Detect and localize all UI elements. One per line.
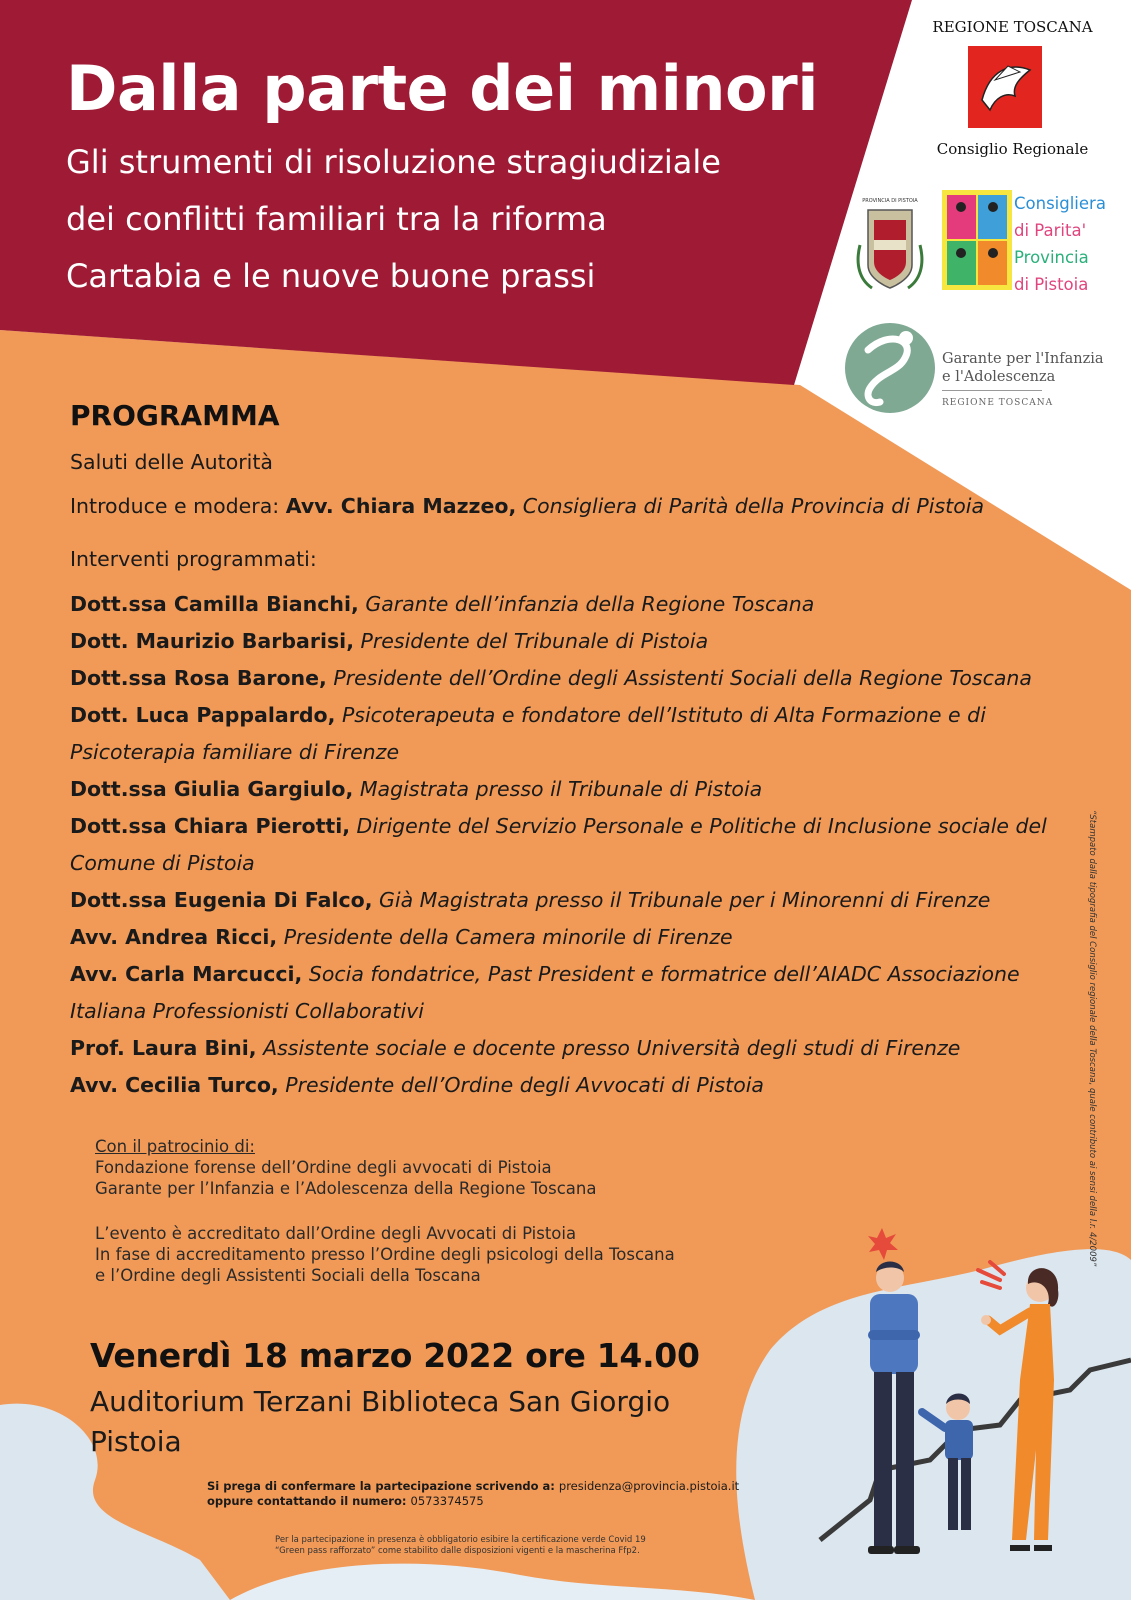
speaker-role-cont: Italiana Professionisti Collaborativi [70, 999, 424, 1023]
speaker-item [70, 697, 1070, 734]
parita-logo [942, 190, 1012, 290]
speaker-role: Presidente dell’Ordine degli Assistenti Sociali della Regione Toscana [326, 666, 1032, 690]
consiglio-regionale-label: Consiglio Regionale [936, 140, 1089, 158]
accreditation-line: e l’Ordine degli Assistenti Sociali della Toscana [95, 1266, 481, 1285]
speaker-name: Dott. Maurizio Barbarisi, [70, 629, 354, 653]
speaker-item [70, 623, 1070, 660]
speaker-role: Psicoterapeuta e fondatore dell’Istituto di Alta Formazione e di [335, 703, 986, 727]
speaker-item [70, 771, 1070, 808]
speaker-name: Avv. Andrea Ricci, [70, 925, 278, 949]
interventi-label: Interventi programmati: [70, 547, 317, 571]
speaker-role: Magistrata presso il Tribunale di Pistoia [353, 777, 763, 801]
speaker-role-cont: Comune di Pistoia [70, 851, 255, 875]
speaker-item [70, 882, 1070, 919]
covid-note-line-1: Per la partecipazione in presenza è obbligatorio esibire la certificazione verde Covid 19 [275, 1535, 646, 1545]
speaker-role-continued [70, 734, 1070, 771]
speaker-name: Avv. Cecilia Turco, [70, 1073, 279, 1097]
speaker-role: Assistente sociale e docente presso Università degli studi di Firenze [256, 1036, 961, 1060]
contact-email-line [207, 1479, 739, 1494]
page-subtitle [66, 134, 721, 305]
garante-line-2: e l'Adolescenza [942, 369, 1056, 385]
print-credit-note: “Stampato dalla tipografia del Consiglio regionale della Toscana, quale contributo ai sensi della l.r. 4/2009” [1087, 810, 1097, 1267]
contact-phone-line [207, 1494, 739, 1509]
speaker-list [70, 586, 1070, 1104]
speaker-role-continued [70, 993, 1070, 1030]
moderator-role: Consigliera di Parità della Provincia di Pistoia [516, 494, 985, 518]
speaker-item [70, 586, 1070, 623]
programma-heading: PROGRAMMA [70, 399, 280, 432]
garante-logo [845, 323, 935, 413]
venue-line-1: Auditorium Terzani Biblioteca San Giorgio [90, 1385, 671, 1418]
speaker-role: Già Magistrata presso il Tribunale per i Minorenni di Firenze [372, 888, 991, 912]
accreditation-line: L’evento è accreditato dall’Ordine degli Avvocati di Pistoia [95, 1224, 577, 1243]
parita-logo-text [1014, 190, 1106, 298]
page-title: Dalla parte dei minori [66, 52, 818, 125]
parita-line-3: Provincia [1014, 248, 1089, 267]
speaker-item [70, 660, 1070, 697]
contact-phone[interactable]: 0573374575 [410, 1494, 484, 1508]
garante-line-1: Garante per l'Infanzia [942, 351, 1104, 367]
speaker-name: Dott.ssa Giulia Gargiulo, [70, 777, 354, 801]
contact-email[interactable]: presidenza@provincia.pistoia.it [558, 1479, 740, 1493]
speaker-role: Garante dell’infanzia della Regione Toscana [358, 592, 815, 616]
speaker-name: Dott.ssa Rosa Barone, [70, 666, 327, 690]
patrocinio-line: Garante per l’Infanzia e l’Adolescenza della Regione Toscana [95, 1179, 597, 1198]
contact-email-prefix: Si prega di confermare la partecipazione scrivendo a: [207, 1479, 559, 1493]
speaker-item [70, 956, 1070, 993]
subtitle-line-3: Cartabia e le nuove buone prassi [66, 257, 596, 295]
moderator-prefix: Introduce e modera: [70, 494, 286, 518]
patrocinio-spacer [95, 1199, 675, 1223]
parita-line-4: di Pistoia [1014, 275, 1089, 294]
covid-note-line-2: “Green pass rafforzato” come stabilito dalle disposizioni vigenti e la mascherina Ffp2. [275, 1546, 640, 1556]
speaker-role: Dirigente del Servizio Personale e Politiche di Inclusione sociale del [350, 814, 1047, 838]
covid-note [275, 1535, 646, 1557]
speaker-name: Dott. Luca Pappalardo, [70, 703, 336, 727]
patrocinio-line: Fondazione forense dell’Ordine degli avvocati di Pistoia [95, 1158, 552, 1177]
subtitle-line-1: Gli strumenti di risoluzione stragiudiziale [66, 143, 721, 181]
speaker-name: Prof. Laura Bini, [70, 1036, 257, 1060]
parita-line-2: di Parita' [1014, 221, 1087, 240]
regione-toscana-label: REGIONE TOSCANA [932, 18, 1093, 36]
garante-logo-text [942, 350, 1104, 412]
speaker-name: Avv. Carla Marcucci, [70, 962, 303, 986]
venue-line-2: Pistoia [90, 1425, 182, 1458]
parita-line-1: Consigliera [1014, 194, 1106, 213]
contact-block [207, 1479, 739, 1509]
speaker-name: Dott.ssa Chiara Pierotti, [70, 814, 351, 838]
speaker-role: Presidente della Camera minorile di Firenze [277, 925, 733, 949]
patrocinio-block [95, 1136, 675, 1286]
speaker-item [70, 919, 1070, 956]
speaker-role: Presidente dell’Ordine degli Avvocati di Pistoia [278, 1073, 764, 1097]
moderator-name: Avv. Chiara Mazzeo, [285, 494, 517, 518]
saluti-line: Saluti delle Autorità [70, 450, 273, 474]
event-date: Venerdì 18 marzo 2022 ore 14.00 [90, 1336, 700, 1375]
speaker-role-continued [70, 845, 1070, 882]
subtitle-line-2: dei conflitti familiari tra la riforma [66, 200, 607, 238]
speaker-item [70, 1067, 1070, 1104]
speaker-role: Socia fondatrice, Past President e formatrice dell’AIADC Associazione [302, 962, 1020, 986]
regione-toscana-logo [968, 46, 1042, 128]
speaker-role: Presidente del Tribunale di Pistoia [354, 629, 709, 653]
speaker-role-cont: Psicoterapia familiare di Firenze [70, 740, 400, 764]
patrocinio-label: Con il patrocinio di: [95, 1137, 255, 1156]
speaker-item [70, 808, 1070, 845]
speaker-item [70, 1030, 1070, 1067]
accreditation-line: In fase di accreditamento presso l’Ordine degli psicologi della Toscana [95, 1245, 675, 1264]
contact-phone-prefix: oppure contattando il numero: [207, 1494, 411, 1508]
moderator-line [70, 494, 984, 518]
speaker-name: Dott.ssa Camilla Bianchi, [70, 592, 359, 616]
garante-sub: REGIONE TOSCANA [942, 390, 1042, 412]
event-venue [90, 1382, 670, 1462]
speaker-name: Dott.ssa Eugenia Di Falco, [70, 888, 373, 912]
provincia-seal-label: PROVINCIA DI PISTOIA [862, 198, 918, 204]
